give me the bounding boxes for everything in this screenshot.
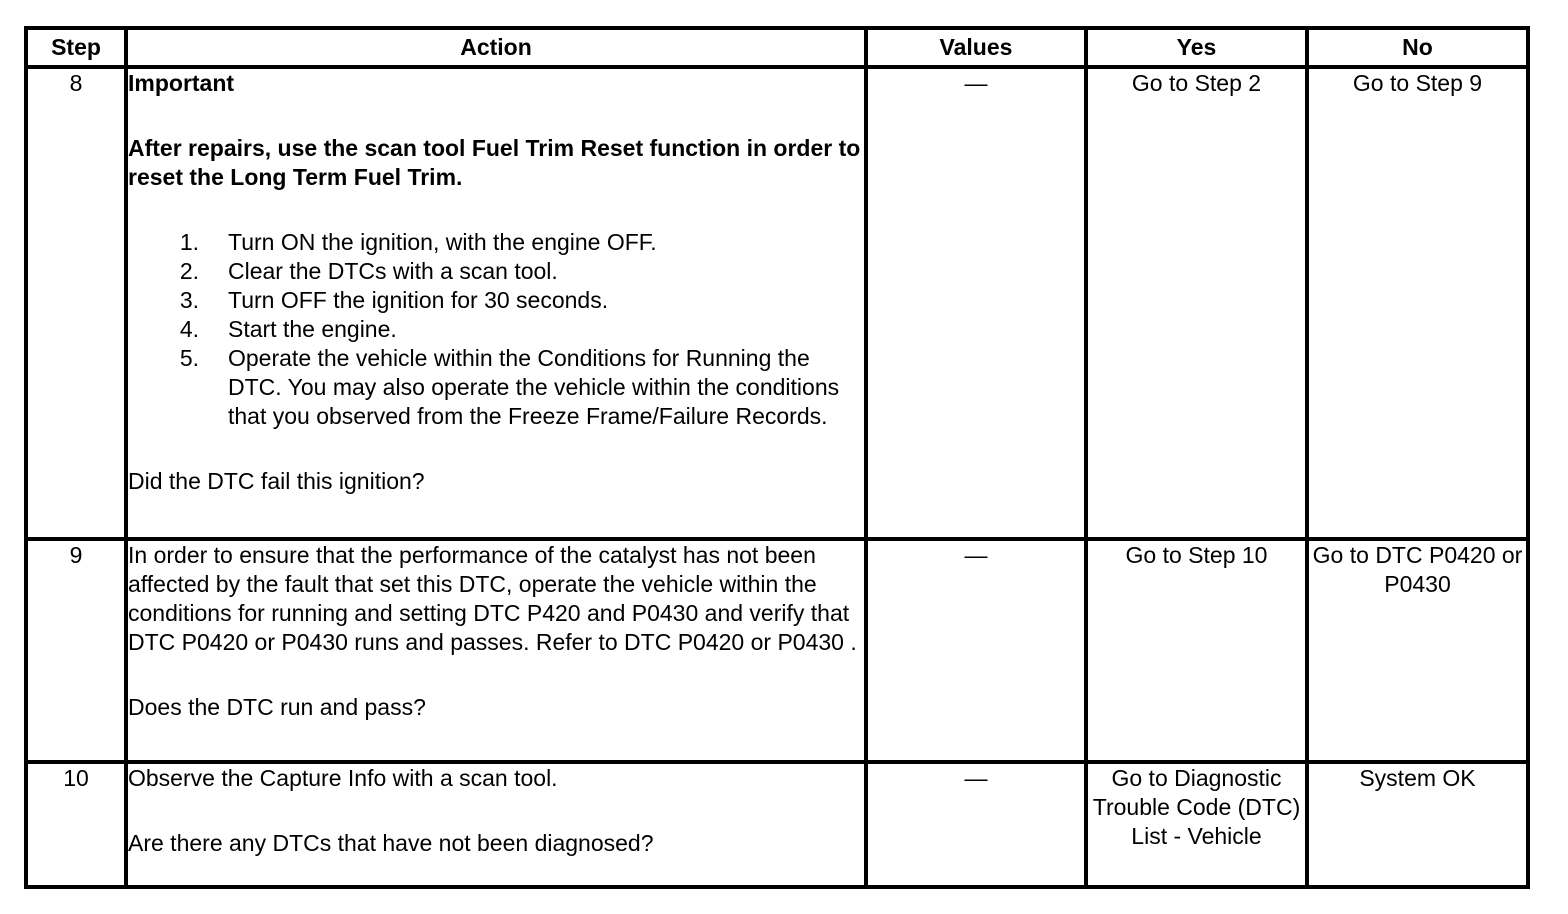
question-text: Are there any DTCs that have not been diagnosed? <box>128 830 654 856</box>
header-values: Values <box>866 28 1086 67</box>
values-cell: — <box>866 67 1086 539</box>
yes-cell: Go to Diagnostic Trouble Code (DTC) List - Vehicle <box>1086 762 1307 887</box>
important-text: After repairs, use the scan tool Fuel Trim Reset function in order to reset the Long Term Fuel Trim. <box>128 135 861 190</box>
no-cell: Go to DTC P0420 or P0430 <box>1307 539 1528 762</box>
step-number: 10 <box>26 762 126 887</box>
action-text: In order to ensure that the performance of the catalyst has not been affected by the fault that set this DTC, operate the vehicle within the conditions for running and setting DTC P420 and P0430 and verify that DTC P0420 or P0430 runs and passes. Refer to DTC P0420 or P0430 . <box>128 542 857 655</box>
table-row <box>26 762 1528 887</box>
list-item: 5. Operate the vehicle within the Conditions for Running the DTC. You may also operate the vehicle within the conditions that you observed from the Freeze Frame/Failure Records. <box>179 345 840 429</box>
action-cell <box>126 539 866 762</box>
header-no: No <box>1307 28 1528 67</box>
question-text: Did the DTC fail this ignition? <box>128 468 425 494</box>
list-item: 1. Turn ON the ignition, with the engine OFF. <box>179 229 657 255</box>
header-step: Step <box>26 28 126 67</box>
step-number: 9 <box>26 539 126 762</box>
yes-cell: Go to Step 10 <box>1086 539 1307 762</box>
table-row <box>26 539 1528 762</box>
diagnostic-table <box>24 26 1530 889</box>
header-row <box>26 28 1528 67</box>
values-cell: — <box>866 539 1086 762</box>
action-text: Observe the Capture Info with a scan tool. <box>128 765 558 791</box>
table-row <box>26 67 1528 539</box>
action-cell <box>126 762 866 887</box>
step-number: 8 <box>26 67 126 539</box>
no-cell: Go to Step 9 <box>1307 67 1528 539</box>
action-cell <box>126 67 866 539</box>
question-text: Does the DTC run and pass? <box>128 694 426 720</box>
list-item: 3. Turn OFF the ignition for 30 seconds. <box>179 287 609 313</box>
list-item: 4. Start the engine. <box>179 316 397 342</box>
procedure-list <box>128 228 864 431</box>
list-item: 2. Clear the DTCs with a scan tool. <box>179 258 558 284</box>
yes-cell: Go to Step 2 <box>1086 67 1307 539</box>
important-label: Important <box>128 70 235 96</box>
header-yes: Yes <box>1086 28 1307 67</box>
header-action: Action <box>126 28 866 67</box>
values-cell: — <box>866 762 1086 887</box>
no-cell: System OK <box>1307 762 1528 887</box>
